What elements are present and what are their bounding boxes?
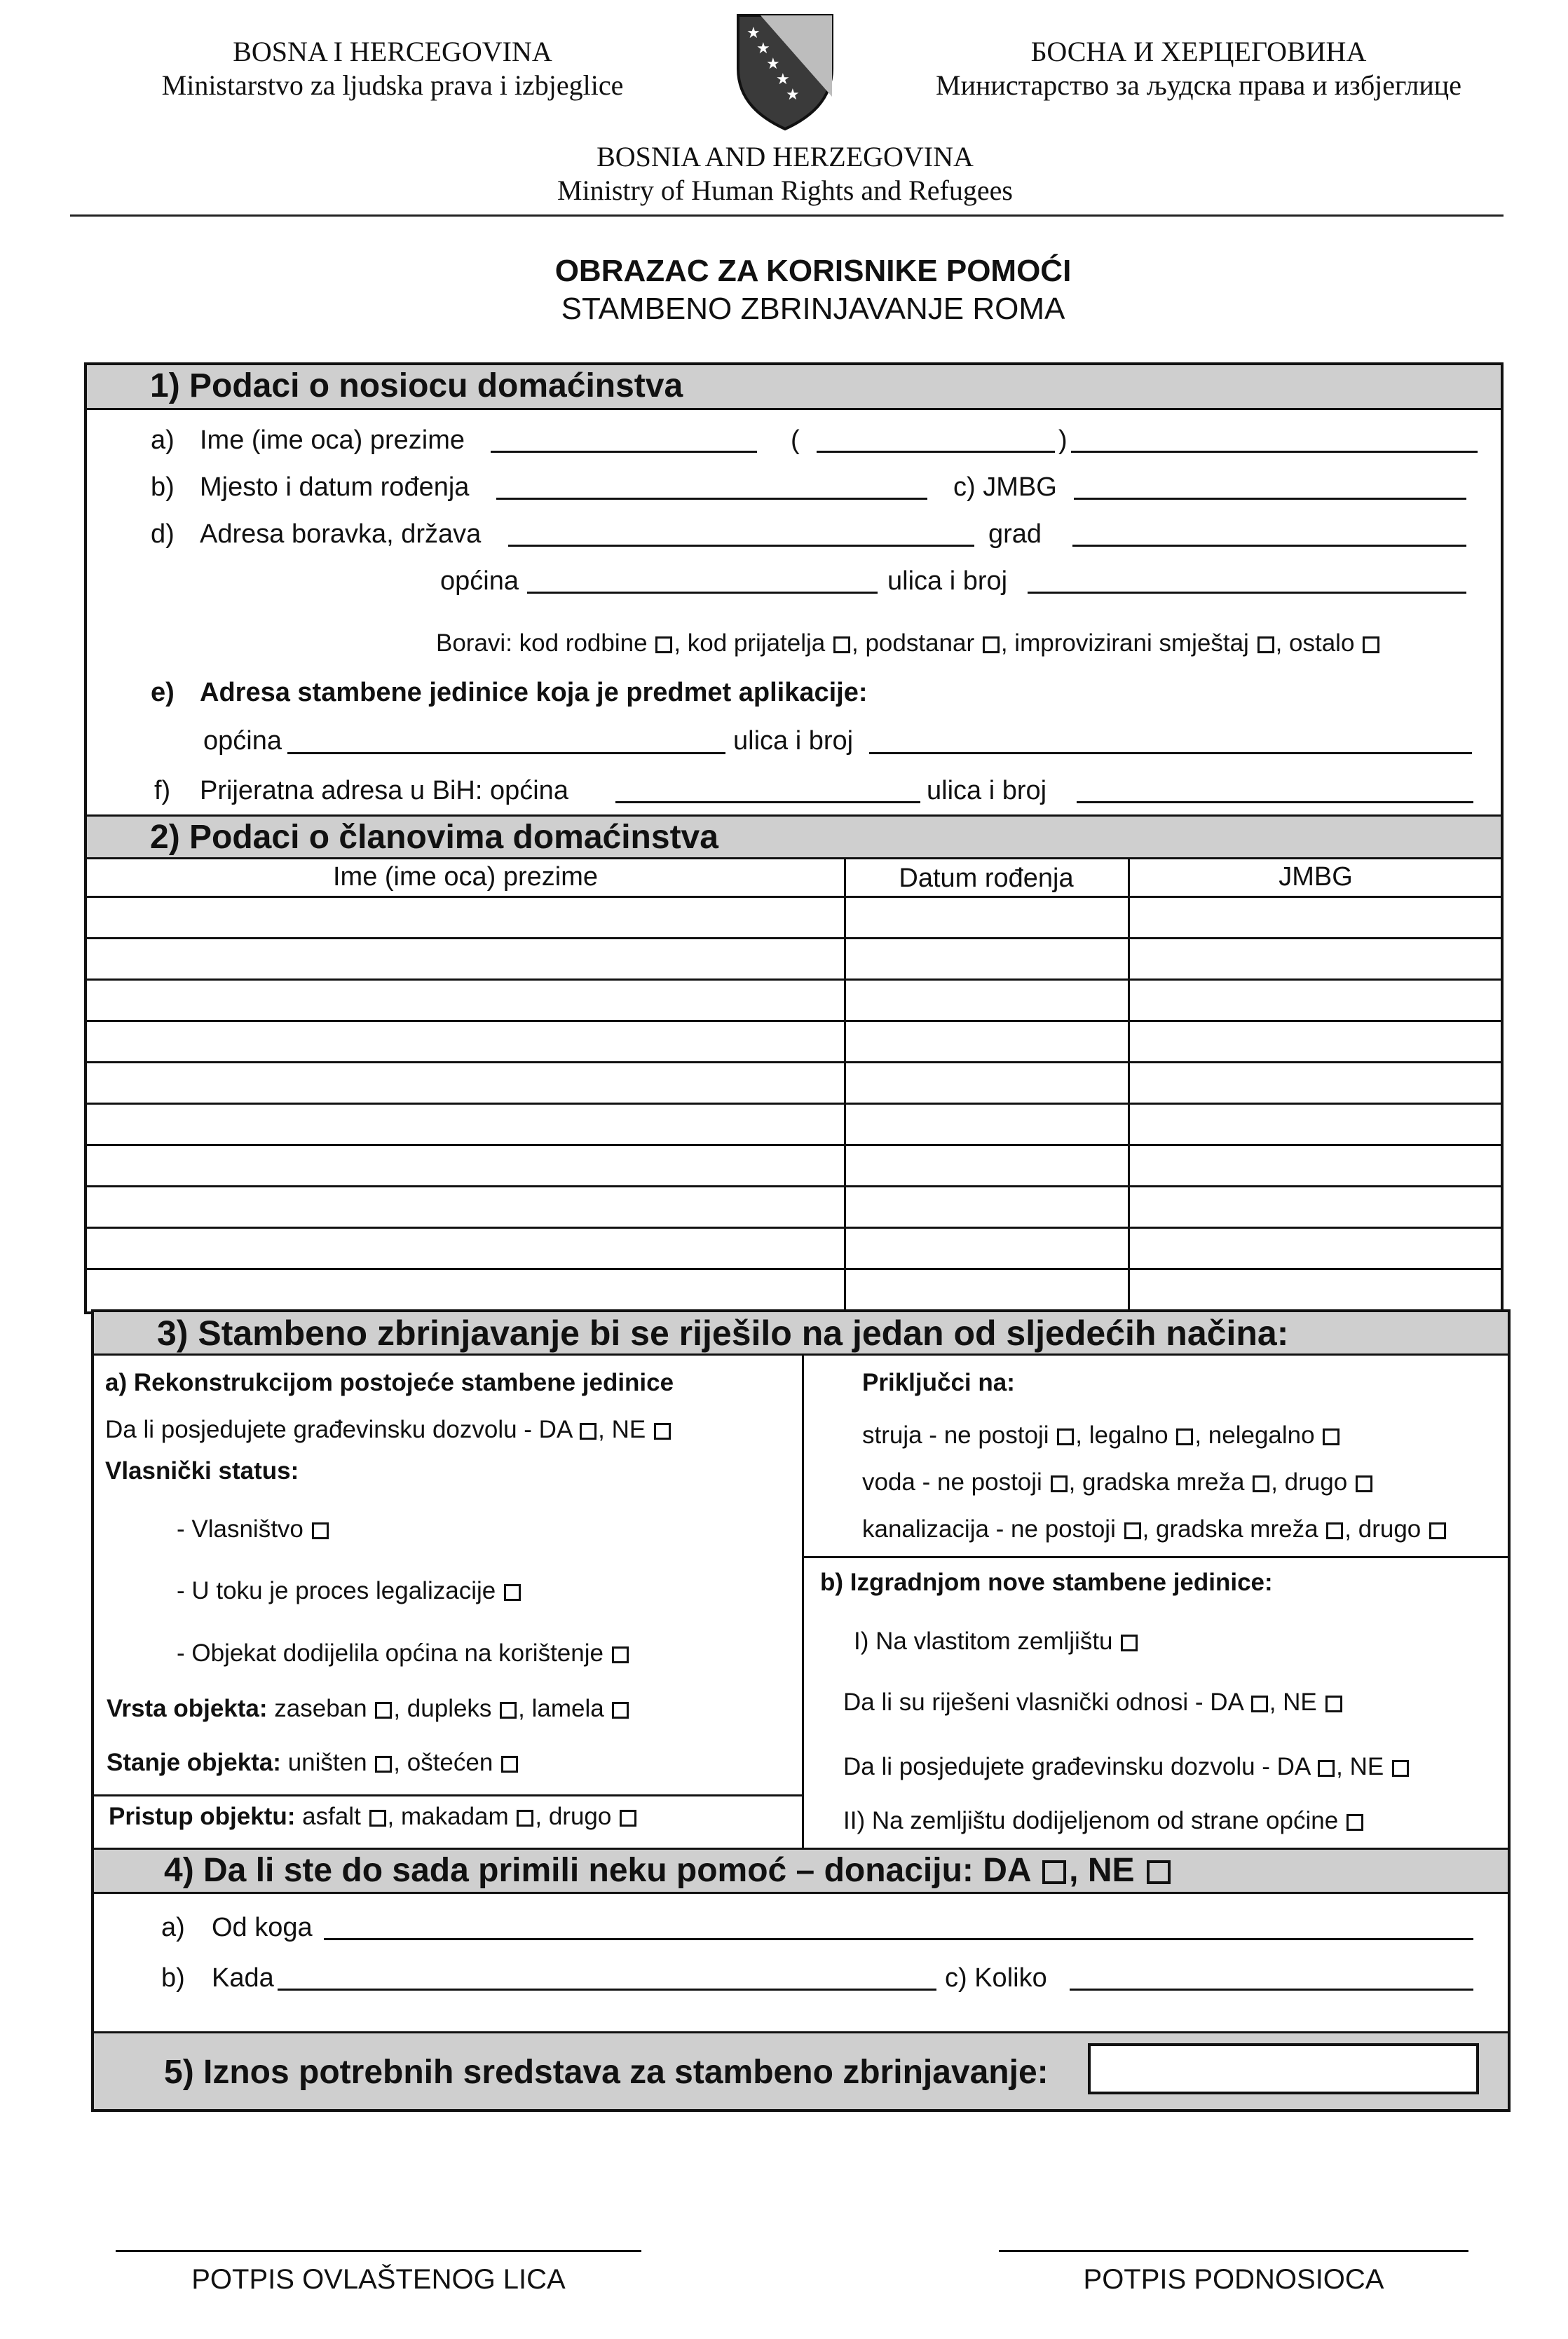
checkbox-voda-drugo[interactable] [1356,1475,1372,1492]
checkbox-b-dozvola-ne[interactable] [1392,1760,1409,1777]
checkbox-zaseban[interactable] [375,1702,392,1719]
boravi-row [436,629,1381,658]
s3a-vl3: - Objekat dodijelila općina na korištenje [177,1639,604,1667]
s4-a-label: a) [161,1913,185,1942]
s3-kanal: kanalizacija - ne postoji [862,1515,1116,1543]
s3b-odnosi: Da li su riješeni vlasnički odnosi - DA [843,1689,1243,1716]
s3a-vrsta-opt3: , lamela [518,1695,604,1722]
s3a-vl1-row [177,1515,330,1544]
boravi-opt5: , ostalo [1275,629,1355,657]
s4-kada-input[interactable] [278,1989,936,1991]
s3a-vl2-row [177,1576,522,1606]
checkbox-pristup-drugo[interactable] [620,1810,636,1827]
header-right [897,35,1500,102]
field-e-municipality-input[interactable] [287,752,725,754]
table-row[interactable] [87,1144,1501,1146]
field-e-municipality-label: općina [203,726,282,756]
checkbox-rodbine[interactable] [655,636,672,653]
header-left-ministry: Ministarstvo za ljudska prava i izbjeglice [161,69,624,101]
checkbox-donacija-ne[interactable] [1147,1860,1171,1884]
checkbox-dupleks[interactable] [500,1702,517,1719]
s3b-ii: II) Na zemljištu dodijeljenom od strane općine [843,1807,1339,1834]
header-divider [70,214,1504,217]
col-header-birth: Datum rođenja [899,864,1074,893]
s4-kada-label: Kada [212,1963,274,1993]
field-municipality-input[interactable] [527,592,878,594]
form-title [280,252,1346,328]
field-d-label: d) [151,519,175,549]
field-f-municipality-input[interactable] [615,801,920,803]
checkbox-voda-gradska[interactable] [1253,1475,1269,1492]
s3-kanal-opt2: , gradska mreža [1142,1515,1318,1543]
checkbox-odnosi-da[interactable] [1251,1696,1268,1712]
s3a-dozvola-ne: , NE [598,1416,646,1443]
field-name-label: Ime (ime oca) prezime [200,425,465,455]
s3b-odnosi-row [843,1688,1344,1717]
field-city-label: grad [988,519,1042,549]
boravi-opt3: , podstanar [852,629,975,657]
s3-struja: struja - ne postoji [862,1421,1049,1449]
boravi-opt2: , kod prijatelja [674,629,826,657]
boravi-opt4: , improvizirani smještaj [1000,629,1249,657]
s3b-heading: b) Izgradnjom nove stambene jedinice: [820,1569,1273,1596]
checkbox-struja-legalno[interactable] [1176,1428,1193,1445]
header-center [421,140,1150,207]
s3b-i-row [854,1627,1139,1656]
col-divider-2 [1128,859,1130,1314]
field-jmbg-label: c) JMBG [953,472,1057,502]
field-country-label: Adresa boravka, država [200,519,482,549]
field-f-label: f) [154,776,171,805]
section-1-heading: 1) Podaci o nosiocu domaćinstva [87,365,1501,410]
s4-od-koga-input[interactable] [324,1938,1473,1940]
field-street-input[interactable] [1028,592,1466,594]
checkbox-makadam[interactable] [517,1810,533,1827]
s3a-vrsta-label: Vrsta objekta: [107,1695,268,1722]
s3-kanal-row [862,1515,1447,1544]
svg-text:★: ★ [746,25,761,42]
s3b-dozvola-ne: , NE [1336,1753,1384,1780]
s5-amount-input[interactable] [1088,2043,1479,2094]
s3a-vl1: - Vlasništvo [177,1515,304,1543]
field-country-input[interactable] [508,545,974,547]
table-row[interactable] [87,1020,1501,1022]
s3a-pristup-label: Pristup objektu: [109,1803,296,1830]
checkbox-zemljiste-opcine[interactable] [1347,1814,1363,1831]
s3a-dozvola: Da li posjedujete građevinsku dozvolu - DA [105,1416,572,1443]
header-center-ministry: Ministry of Human Rights and Refugees [557,175,1013,206]
field-father-name-input[interactable] [817,451,1055,453]
section-3b-divider [802,1556,1508,1558]
field-f-text: Prijeratna adresa u BiH: općina [200,776,568,805]
checkbox-opcina-korištenje[interactable] [612,1646,629,1663]
s3a-vrsta-opt1: zaseban [274,1695,367,1722]
field-e-text: Adresa stambene jedinice koja je predmet aplikacije: [200,678,868,707]
field-birth-input[interactable] [496,498,927,500]
s3a-pristup-opt2: , makadam [387,1803,509,1830]
s4-od-koga-label: Od koga [212,1913,313,1942]
checkbox-donacija-da[interactable] [1042,1860,1066,1884]
s3b-i: I) Na vlastitom zemljištu [854,1628,1113,1655]
s3a-stanje-opt1: uništen [287,1749,367,1776]
s3-voda-row [862,1468,1374,1497]
field-surname-input[interactable] [1071,451,1478,453]
coat-of-arms-icon [732,13,838,132]
s3a-stanje-opt2: , oštećen [393,1749,493,1776]
checkbox-asfalt[interactable] [369,1810,386,1827]
header-right-ministry: Министарство за људска права и избјеглице [936,69,1461,101]
checkbox-ostecen[interactable] [501,1756,518,1773]
checkbox-unisten[interactable] [375,1756,392,1773]
table-row[interactable] [87,937,1501,939]
field-e-label: e) [151,678,175,707]
s3-prikljucci: Priključci na: [862,1369,1015,1396]
field-b-label: b) [151,472,175,502]
header-right-country: БОСНА И ХЕРЦЕГОВИНА [1030,36,1367,67]
svg-text:★: ★ [756,40,770,57]
s3a-stanje-row [107,1748,519,1778]
signature-line-right[interactable] [999,2250,1468,2252]
paren-open: ( [791,425,800,455]
s3a-vrsta-opt2: , dupleks [393,1695,492,1722]
s3a-dozvola-row [105,1415,672,1445]
section-3-heading: 3) Stambeno zbrinjavanje bi se riješilo na jedan od sljedećih načina: [94,1312,1508,1356]
signature-label-right: POTPIS PODNOSIOCA [1083,2264,1384,2295]
table-row[interactable] [87,1268,1501,1270]
s3-voda: voda - ne postoji [862,1468,1042,1496]
svg-text:★: ★ [766,55,780,73]
checkbox-kanal-gradska[interactable] [1326,1522,1343,1539]
checkbox-ostalo[interactable] [1363,636,1379,653]
s3a-vlasnicki: Vlasnički status: [105,1457,299,1485]
checkbox-struja-nelegalno[interactable] [1323,1428,1339,1445]
s3a-vl2: - U toku je proces legalizacije [177,1577,496,1604]
section-4-question: 4) Da li ste do sada primili neku pomoć – donaciju: DA [164,1852,1030,1889]
s3-struja-opt3: , nelegalno [1194,1421,1315,1449]
table-row[interactable] [87,978,1501,981]
checkbox-a-dozvola-da[interactable] [580,1423,596,1440]
header-center-country: BOSNIA AND HERZEGOVINA [596,141,974,172]
table-row[interactable] [87,1227,1501,1229]
table-row[interactable] [87,1185,1501,1187]
s3a-pristup-opt1: asfalt [302,1803,361,1830]
signature-line-left[interactable] [116,2250,641,2252]
field-e-street-label: ulica i broj [733,726,854,756]
s3-struja-opt2: , legalno [1075,1421,1168,1449]
checkbox-voda-ne[interactable] [1051,1475,1068,1492]
boravi-label: Boravi: kod rodbine [436,629,648,657]
checkbox-vlastito-zemljiste[interactable] [1121,1635,1138,1651]
checkbox-kanal-drugo[interactable] [1429,1522,1446,1539]
s3b-dozvola: Da li posjedujete građevinsku dozvolu - DA [843,1753,1310,1780]
s3a-pristup-opt3: , drugo [535,1803,612,1830]
signature-label-left: POTPIS OVLAŠTENOG LICA [191,2264,566,2295]
checkbox-lamela[interactable] [612,1702,629,1719]
section-3-divider [802,1356,804,1848]
header-left [126,35,659,102]
s3a-vl3-row [177,1639,630,1668]
col-header-jmbg: JMBG [1279,862,1353,892]
checkbox-podstanar[interactable] [983,636,1000,653]
field-birth-label: Mjesto i datum rođenja [200,472,470,502]
s3-struja-row [862,1421,1341,1450]
checkbox-b-dozvola-da[interactable] [1318,1760,1335,1777]
section-4-heading [94,1848,1508,1894]
svg-text:★: ★ [786,86,800,104]
svg-text:★: ★ [776,71,790,88]
section-2-heading: 2) Podaci o članovima domaćinstva [87,814,1501,859]
checkbox-a-dozvola-ne[interactable] [654,1423,671,1440]
field-name-input[interactable] [491,451,757,453]
field-jmbg-input[interactable] [1074,498,1466,500]
checkbox-improvizirani[interactable] [1257,636,1274,653]
table-row[interactable] [87,1061,1501,1063]
paren-close: ) [1058,425,1068,455]
section-5-heading: 5) Iznos potrebnih sredstava za stambeno zbrinjavanje: [94,2031,1508,2109]
s3b-ii-row [843,1806,1365,1836]
s3a-stanje-label: Stanje objekta: [107,1749,281,1776]
checkbox-vlasnistvo[interactable] [312,1522,329,1539]
table-row[interactable] [87,896,1501,898]
field-f-street-label: ulica i broj [927,776,1047,805]
s3a-pristup-row [109,1802,638,1832]
s4-koliko-input[interactable] [1070,1989,1473,1991]
checkbox-legalizacija[interactable] [504,1584,521,1601]
s3-voda-opt3: , drugo [1271,1468,1348,1496]
field-a-label: a) [151,425,175,455]
section-4-ne: , NE [1069,1852,1135,1889]
col-header-name: Ime (ime oca) prezime [333,862,598,892]
field-street-label: ulica i broj [887,566,1008,596]
table-row[interactable] [87,1103,1501,1105]
s3-kanal-opt3: , drugo [1344,1515,1422,1543]
field-municipality-label: općina [440,566,519,596]
s3b-odnosi-ne: , NE [1269,1689,1317,1716]
s3a-vrsta-row [107,1694,630,1724]
field-f-street-input[interactable] [1077,801,1473,803]
form-title-main: OBRAZAC ZA KORISNIKE POMOĆI [554,254,1072,288]
field-city-input[interactable] [1072,545,1466,547]
header-left-country: BOSNA I HERCEGOVINA [233,36,552,67]
checkbox-odnosi-ne[interactable] [1325,1696,1342,1712]
checkbox-prijatelja[interactable] [833,636,850,653]
field-e-street-input[interactable] [869,752,1472,754]
s3a-pristup-divider [94,1794,802,1796]
form-title-sub: STAMBENO ZBRINJAVANJE ROMA [561,292,1065,326]
checkbox-kanal-ne[interactable] [1124,1522,1141,1539]
s4-koliko-label: c) Koliko [945,1963,1047,1993]
s4-b-label: b) [161,1963,185,1993]
s3b-dozvola-row [843,1752,1410,1782]
s3a-heading: a) Rekonstrukcijom postojeće stambene jedinice [105,1369,674,1396]
col-divider-1 [844,859,846,1314]
checkbox-struja-ne[interactable] [1057,1428,1074,1445]
s3-voda-opt2: , gradska mreža [1068,1468,1245,1496]
